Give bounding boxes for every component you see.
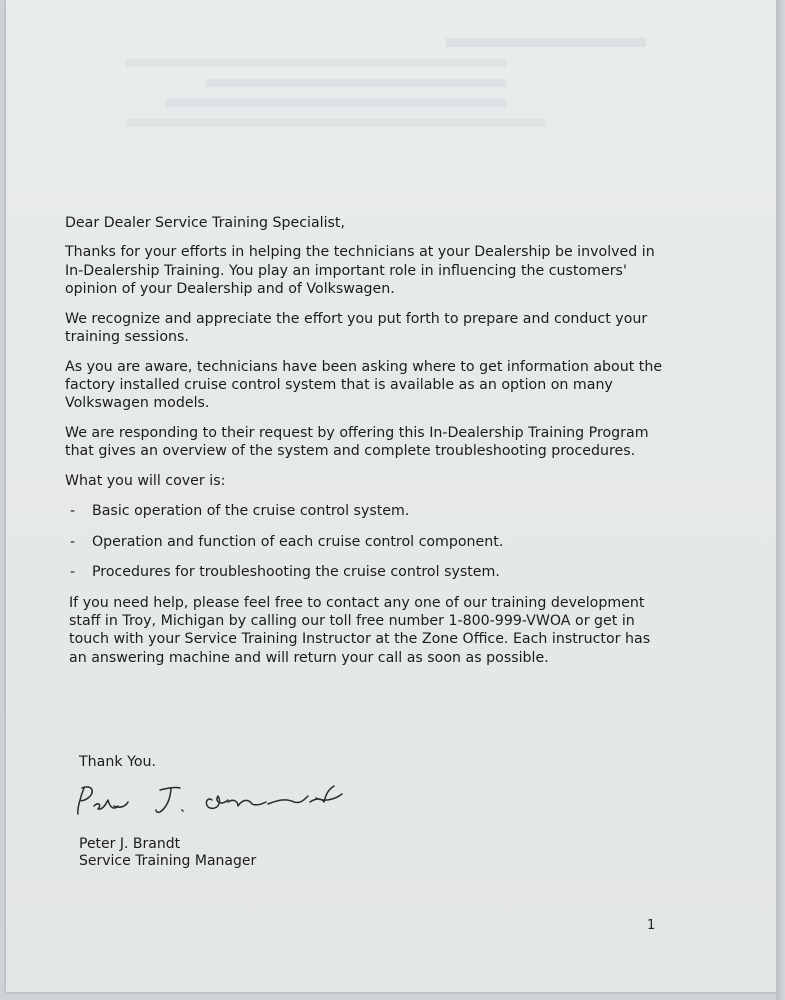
list-item — [65, 563, 665, 581]
list-item-text: Basic operation of the cruise control system. — [92, 503, 410, 520]
coverage-list — [65, 502, 665, 581]
letter-page — [6, 0, 776, 992]
paragraph-aware: As you are aware, technicians have been asking where to get information about the factory installed cruise control system that is available as an option on many Volkswagen models. — [65, 358, 663, 412]
list-item — [65, 502, 665, 520]
page-number: 1 — [647, 918, 656, 933]
paper-edge — [776, 0, 785, 1000]
list-item-text: Operation and function of each cruise control component. — [92, 533, 504, 550]
bleed-through-texture — [126, 30, 686, 139]
paragraph-cover-intro: What you will cover is: — [65, 473, 226, 490]
paragraph-thanks: Thanks for your efforts in helping the technicians at your Dealership be involved in In-Dealership Training. You play an important role in influencing the customers' opinion of your Dealership and of Volkswagen. — [65, 244, 655, 297]
closing: Thank You. — [79, 754, 157, 770]
handwritten-signature — [72, 776, 352, 826]
bullet-marker: - — [70, 503, 76, 520]
letter-body — [65, 214, 665, 679]
paragraph-help: If you need help, please feel free to contact any one of our training development staff in Troy, Michigan by calling our toll free number 1-800-999-VWOA or get in touch with your Service Training Instructor at the Zone Office. Each instructor has an answering machine and will return your call as soon as possible. — [69, 594, 651, 666]
bullet-marker: - — [70, 533, 76, 550]
paragraph-responding: We are responding to their request by offering this In-Dealership Training Program that gives an overview of the system and complete troubleshooting procedures. — [65, 425, 649, 460]
list-item — [65, 533, 665, 551]
bullet-marker: - — [70, 564, 76, 581]
paragraph-recognize: We recognize and appreciate the effort you put forth to prepare and conduct your training sessions. — [65, 310, 648, 345]
signature — [72, 776, 352, 830]
signer-block — [79, 836, 256, 870]
signer-name: Peter J. Brandt — [79, 836, 181, 852]
salutation: Dear Dealer Service Training Specialist, — [65, 215, 346, 231]
list-item-text: Procedures for troubleshooting the cruise control system. — [92, 564, 500, 581]
signer-title: Service Training Manager — [79, 853, 257, 869]
